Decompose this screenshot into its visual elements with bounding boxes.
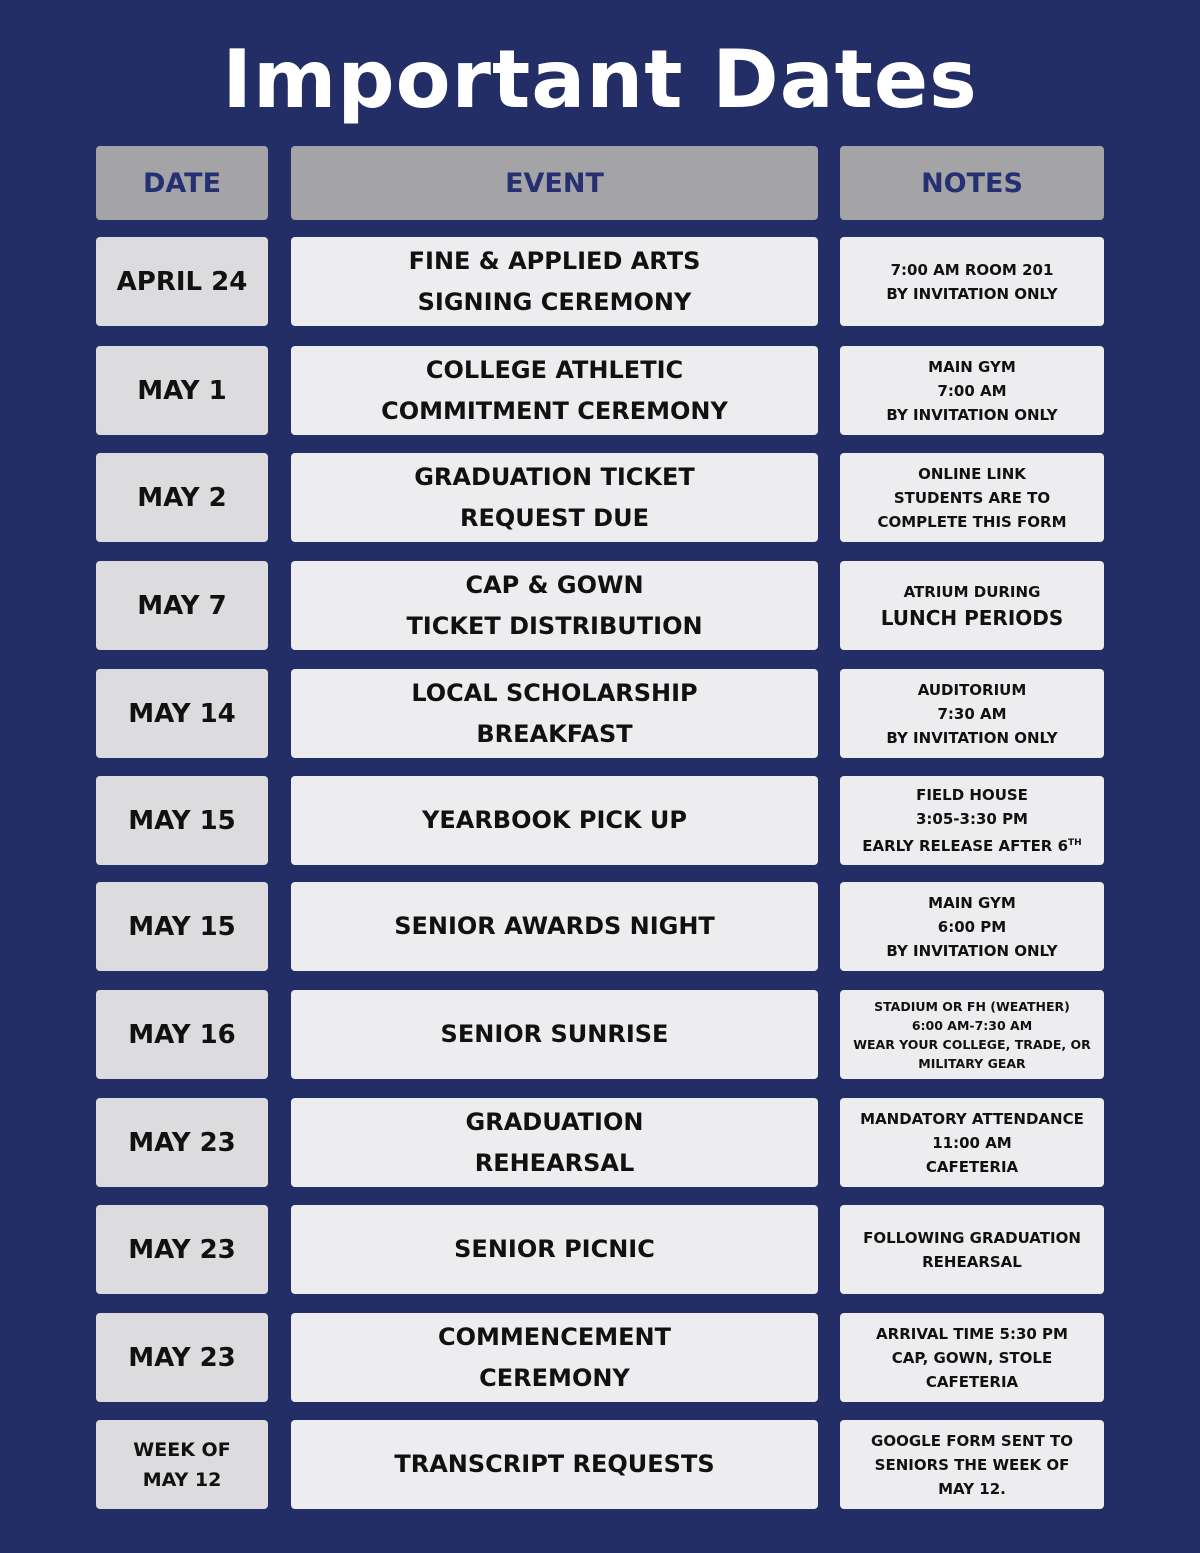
notes-text: 11:00 AM [932, 1133, 1012, 1152]
notes-text: MANDATORY ATTENDANCE [860, 1109, 1084, 1128]
notes-cell [840, 1098, 1104, 1187]
notes-text: 7:00 AM ROOM 201 [890, 260, 1054, 279]
event-text: REQUEST DUE [460, 503, 649, 532]
event-cell [291, 882, 818, 971]
date-text: APRIL 24 [116, 266, 248, 297]
notes-text: 3:05-3:30 PM [916, 810, 1028, 828]
notes-cell [840, 990, 1104, 1079]
event-text: TICKET DISTRIBUTION [406, 611, 703, 640]
notes-cell [840, 561, 1104, 650]
event-text: SENIOR SUNRISE [440, 1020, 669, 1048]
notes-text: ARRIVAL TIME 5:30 PM [876, 1324, 1068, 1343]
notes-text: 7:00 AM [937, 381, 1007, 400]
event-text: CAP & GOWN [465, 570, 644, 599]
date-text: MAY 2 [137, 482, 227, 513]
event-cell [291, 990, 818, 1079]
notes-text: 7:30 AM [937, 704, 1007, 723]
notes-text: ATRIUM DURING [903, 582, 1041, 601]
date-text: MAY 23 [128, 1342, 236, 1373]
date-text: MAY 14 [128, 698, 236, 729]
event-text: TRANSCRIPT REQUESTS [394, 1450, 715, 1478]
event-cell [291, 1420, 818, 1509]
notes-cell [840, 1420, 1104, 1509]
notes-text: BY INVITATION ONLY [886, 284, 1058, 303]
event-text: CEREMONY [479, 1363, 630, 1392]
notes-text: MAY 12. [938, 1479, 1006, 1498]
notes-cell [840, 346, 1104, 435]
date-text: WEEK OF [133, 1438, 231, 1461]
notes-text: ONLINE LINK [918, 464, 1026, 483]
notes-text: FIELD HOUSE [916, 786, 1028, 804]
notes-cell [840, 237, 1104, 326]
date-text: MAY 23 [128, 1234, 236, 1265]
date-cell [96, 1420, 268, 1509]
notes-text: MAIN GYM [928, 893, 1016, 912]
notes-text: STUDENTS ARE TO [893, 488, 1051, 507]
notes-text: CAFETERIA [925, 1372, 1019, 1391]
notes-cell [840, 776, 1104, 865]
event-cell [291, 1098, 818, 1187]
header-event: EVENT [291, 146, 818, 220]
notes-cell [840, 1313, 1104, 1402]
event-cell [291, 346, 818, 435]
event-cell [291, 1205, 818, 1294]
notes-cell [840, 882, 1104, 971]
event-text: SIGNING CEREMONY [417, 287, 692, 316]
event-text: SENIOR PICNIC [454, 1235, 655, 1263]
event-text: COMMITMENT CEREMONY [381, 396, 728, 425]
notes-text: WEAR YOUR COLLEGE, TRADE, OR [853, 1036, 1091, 1052]
date-text: MAY 15 [128, 805, 236, 836]
date-text: MAY 12 [142, 1468, 222, 1491]
date-text: MAY 1 [137, 375, 227, 406]
event-text: FINE & APPLIED ARTS [408, 246, 701, 275]
date-text: MAY 16 [128, 1019, 236, 1050]
event-text: YEARBOOK PICK UP [421, 806, 688, 834]
event-text: COMMENCEMENT [437, 1322, 671, 1351]
date-cell [96, 346, 268, 435]
notes-text: FOLLOWING GRADUATION [863, 1228, 1081, 1247]
event-text: GRADUATION TICKET [414, 462, 695, 491]
event-cell [291, 669, 818, 758]
notes-text: STADIUM OR FH (WEATHER) [874, 998, 1070, 1014]
event-text: BREAKFAST [476, 719, 633, 748]
notes-text: 6:00 AM-7:30 AM [911, 1017, 1033, 1033]
notes-text: EARLY RELEASE AFTER 6TH [862, 837, 1082, 855]
notes-text: COMPLETE THIS FORM [877, 512, 1067, 531]
date-text: MAY 7 [137, 590, 227, 621]
date-text: MAY 15 [128, 911, 236, 942]
notes-text: SENIORS THE WEEK OF [874, 1455, 1070, 1474]
date-cell [96, 1313, 268, 1402]
event-text: LOCAL SCHOLARSHIP [411, 678, 698, 707]
notes-cell [840, 1205, 1104, 1294]
notes-text: LUNCH PERIODS [880, 605, 1064, 630]
date-cell [96, 237, 268, 326]
notes-text: GOOGLE FORM SENT TO [871, 1431, 1073, 1450]
event-cell [291, 237, 818, 326]
date-cell [96, 561, 268, 650]
event-text: SENIOR AWARDS NIGHT [394, 912, 715, 940]
event-text: COLLEGE ATHLETIC [425, 355, 684, 384]
notes-text: REHEARSAL [922, 1252, 1022, 1271]
header-date: DATE [96, 146, 268, 220]
date-cell [96, 990, 268, 1079]
notes-text: BY INVITATION ONLY [886, 728, 1058, 747]
date-text: MAY 23 [128, 1127, 236, 1158]
notes-text: BY INVITATION ONLY [886, 941, 1058, 960]
event-cell [291, 561, 818, 650]
notes-text: 6:00 PM [937, 917, 1007, 936]
date-cell [96, 1205, 268, 1294]
date-cell [96, 669, 268, 758]
notes-cell [840, 669, 1104, 758]
notes-text: CAFETERIA [925, 1157, 1019, 1176]
event-text: GRADUATION [465, 1107, 644, 1136]
date-cell [96, 776, 268, 865]
notes-cell [840, 453, 1104, 542]
page-title: Important Dates [222, 33, 978, 126]
notes-text: MILITARY GEAR [918, 1055, 1026, 1071]
notes-text: BY INVITATION ONLY [886, 405, 1058, 424]
date-cell [96, 1098, 268, 1187]
date-cell [96, 882, 268, 971]
event-cell [291, 1313, 818, 1402]
date-cell [96, 453, 268, 542]
event-text: REHEARSAL [474, 1148, 635, 1177]
notes-text: CAP, GOWN, STOLE [891, 1348, 1053, 1367]
event-cell [291, 453, 818, 542]
event-cell [291, 776, 818, 865]
notes-text: MAIN GYM [928, 357, 1016, 376]
notes-text: AUDITORIUM [917, 680, 1027, 699]
superscript-text: TH [1068, 838, 1082, 848]
header-notes: NOTES [840, 146, 1104, 220]
